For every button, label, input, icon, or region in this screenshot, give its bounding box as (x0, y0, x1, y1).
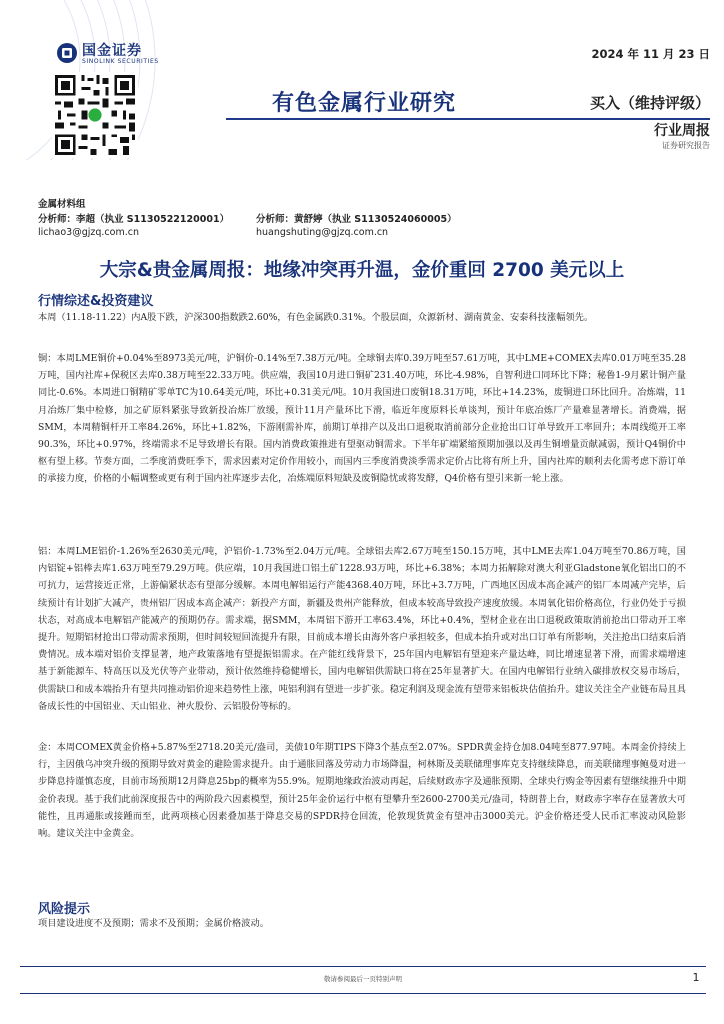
analyst-1-label: 分析师：李超（执业 S1130522120001） (38, 214, 230, 225)
sector-title: 有色金属行业研究 (271, 91, 456, 116)
section-heading-overview: 行情综述&投资建议 (38, 294, 154, 309)
page-number: 1 (692, 971, 700, 984)
analyst-1 (38, 211, 229, 225)
analyst-1-email[interactable]: lichao3@gjzq.com.cn (38, 227, 139, 238)
brand-name: 国金证券 (82, 43, 142, 59)
team-name: 金属材料组 (38, 199, 86, 210)
analyst-2-label: 分析师：黄舒婷（执业 S1130524060005） (256, 214, 457, 225)
brand-logo-icon (56, 42, 78, 64)
report-title: 大宗&贵金属周报：地缘冲突再升温，金价重回 2700 美元以上 (99, 260, 625, 281)
brand-name-en: SINOLINK SECURITIES (82, 58, 159, 65)
section-heading-risk: 风险提示 (38, 902, 91, 917)
paragraph-copper: 铜：本周LME铜价+0.04%至8973美元/吨，沪铜价-0.14%至7.38万元/吨。全球铜去库0.39万吨至57.61万吨，其中LME+COMEX去库0.01万吨至35.28万吨，国内社库+保税区去库0.38万吨至22.33万吨。供应端，我国10月进口铜矿231.40万吨，环比-4.98%，自智利进口同环比下降；秘鲁1-9月累计铜产量同比-0.6%。本周进口铜精矿零单TC为10.64美元/吨，环比+0.31美元/吨。10月我国进口废铜18.31万吨，环比+14.23%，废铜进口环比回升。冶炼端，11月冶炼厂集中检修，加之矿原料紧张导致新投冶炼厂放缓，预计11月产量环比下滑，临近年度原料长单谈判，预计年底冶炼厂产量难显著增长。消费端，据SMM，本周精铜杆开工率84.26%，环比+1.82%，下游刚需补库，前期订单排产以及出口退税取消前部分企业抢出口订单导致开工率回升；本周线缆开工率90.3%，环比+0.97%，终端需求不足导致增长有限。国内消费政策推进有望驱动铜需求。下半年矿端紧缩预期加强以及再生铜增量贡献减弱，预计Q4铜价中枢有望上移。节奏方面，二季度消费旺季下，需求因素对定价作用较小，而国内三季度消费淡季需求定价占比将有所上升，国内社库的顺利去化需考虑下游订单的承接力度，价格的小幅调整或更有利于国内社库逐步去化，冶炼端原料短缺及废铜隐忧或将发酵，Q4价格有望引来新一轮上涨。 (38, 353, 686, 485)
report-type: 行业周报 (654, 123, 710, 139)
analyst-2-email[interactable]: huangshuting@gjzq.com.cn (256, 227, 389, 238)
paragraph-gold: 金：本周COMEX黄金价格+5.87%至2718.20美元/盎司，美债10年期TIPS下降3个基点至2.07%。SPDR黄金持仓加8.04吨至877.97吨。本周金价持续上行，主因俄乌冲突升级的预期导致对黄金的避险需求提升。由于通胀回落及劳动力市场降温，柯林斯及美联储理事库克支持继续降息，而美联储理事鲍曼对进一步降息持谨慎态度，目前市场预期12月降息25bp的概率为55.9%。短期地缘政治波动再起，后续财政赤字及通胀预期、全球央行购金等因素有望继续推升中期金价表现。基于我们此前深度报告中的两阶段六因素模型，预计25年金价运行中枢有望攀升至2600-2700美元/盎司，特朗普上台，财政赤字率存在显著放大可能性，且再通胀或接踵而至，此两项核心因素叠加基于降息交易的SPDR持仓回流，伦敦现货黄金有望冲击3000美元。沪金价格还受人民币汇率波动风险影响。建议关注中金黄金。 (38, 742, 686, 840)
paragraph-risk: 项目建设进度不及预期；需求不及预期；金属价格波动。 (38, 918, 269, 929)
paragraph-aluminum: 铝：本周LME铝价-1.26%至2630美元/吨，沪铝价-1.73%至2.04万元/吨。全球铝去库2.67万吨至150.15万吨，其中LME去库1.04万吨至70.86万吨，国内铝锭+铝棒去库1.63万吨至79.29万吨。供应端，10月我国进口铝土矿1228.93万吨，环比+6.38%；本周力拓解除对澳大利亚Gladstone氧化铝出口的不可抗力，运营接近正常，上游偏紧状态有望部分缓解。本周电解铝运行产能4368.40万吨，环比+3.7万吨，广西地区因成本高企减产的铝厂本周减产完毕，后续预计有计划扩大减产，贵州铝厂因成本高企减产：新投产方面，新疆及贵州产能释放，但成本较高导致投产速度放缓。本周氧化铝价格高位，行业仍处于亏损状态，对高成本电解铝产能减产的预期仍存。需求端，据SMM，本周铝下游开工率63.4%，环比+0.4%，型材企业在出口退税政策取消前抢出口带动开工率提升。短期铝材抢出口带动需求预期，但时间较短回流提升有限，目前成本增长由海外客户承担较多，但成本抬升或对出口订单有所影响，关注抢出口结束后消费情况。成本端对铝价支撑显著，地产政策落地有望提振铝需求。在产能红线背景下，25年国内电解铝有望迎来产量达峰，同比增速显著下滑，而需求端增速基于新能源车、特高压以及光伏等产业带动，预计依然维持稳健增长，国内电解铝供需缺口将在25年显著扩大。在国内电解铝行业纳入碳排放权交易市场后，供需缺口和成本端抬升有望共同推动铝价迎来趋势性上涨，吨铝利润有望进一步扩张。稳定利润及现金流有望带来铝板块估值抬升。建议关注全产业链布局且具备成长性的中国铝业、天山铝业、神火股份、云铝股份等标的。 (38, 546, 686, 712)
report-date: 2024 年 11 月 23 日 (591, 47, 710, 61)
logo-block (0, 0, 216, 160)
paragraph-overview: 本周（11.18-11.22）内A股下跌，沪深300指数跌2.60%，有色金属跌0.31%。个股层面，众源新材、湖南黄金、安泰科技涨幅领先。 (38, 312, 594, 323)
qr-code-icon (52, 72, 138, 158)
analyst-2 (256, 211, 457, 225)
investment-rating: 买入（维持评级） (589, 94, 710, 112)
report-subtype: 证券研究报告 (662, 141, 710, 150)
footer-disclaimer: 敬请参阅最后一页特别声明 (324, 975, 402, 983)
